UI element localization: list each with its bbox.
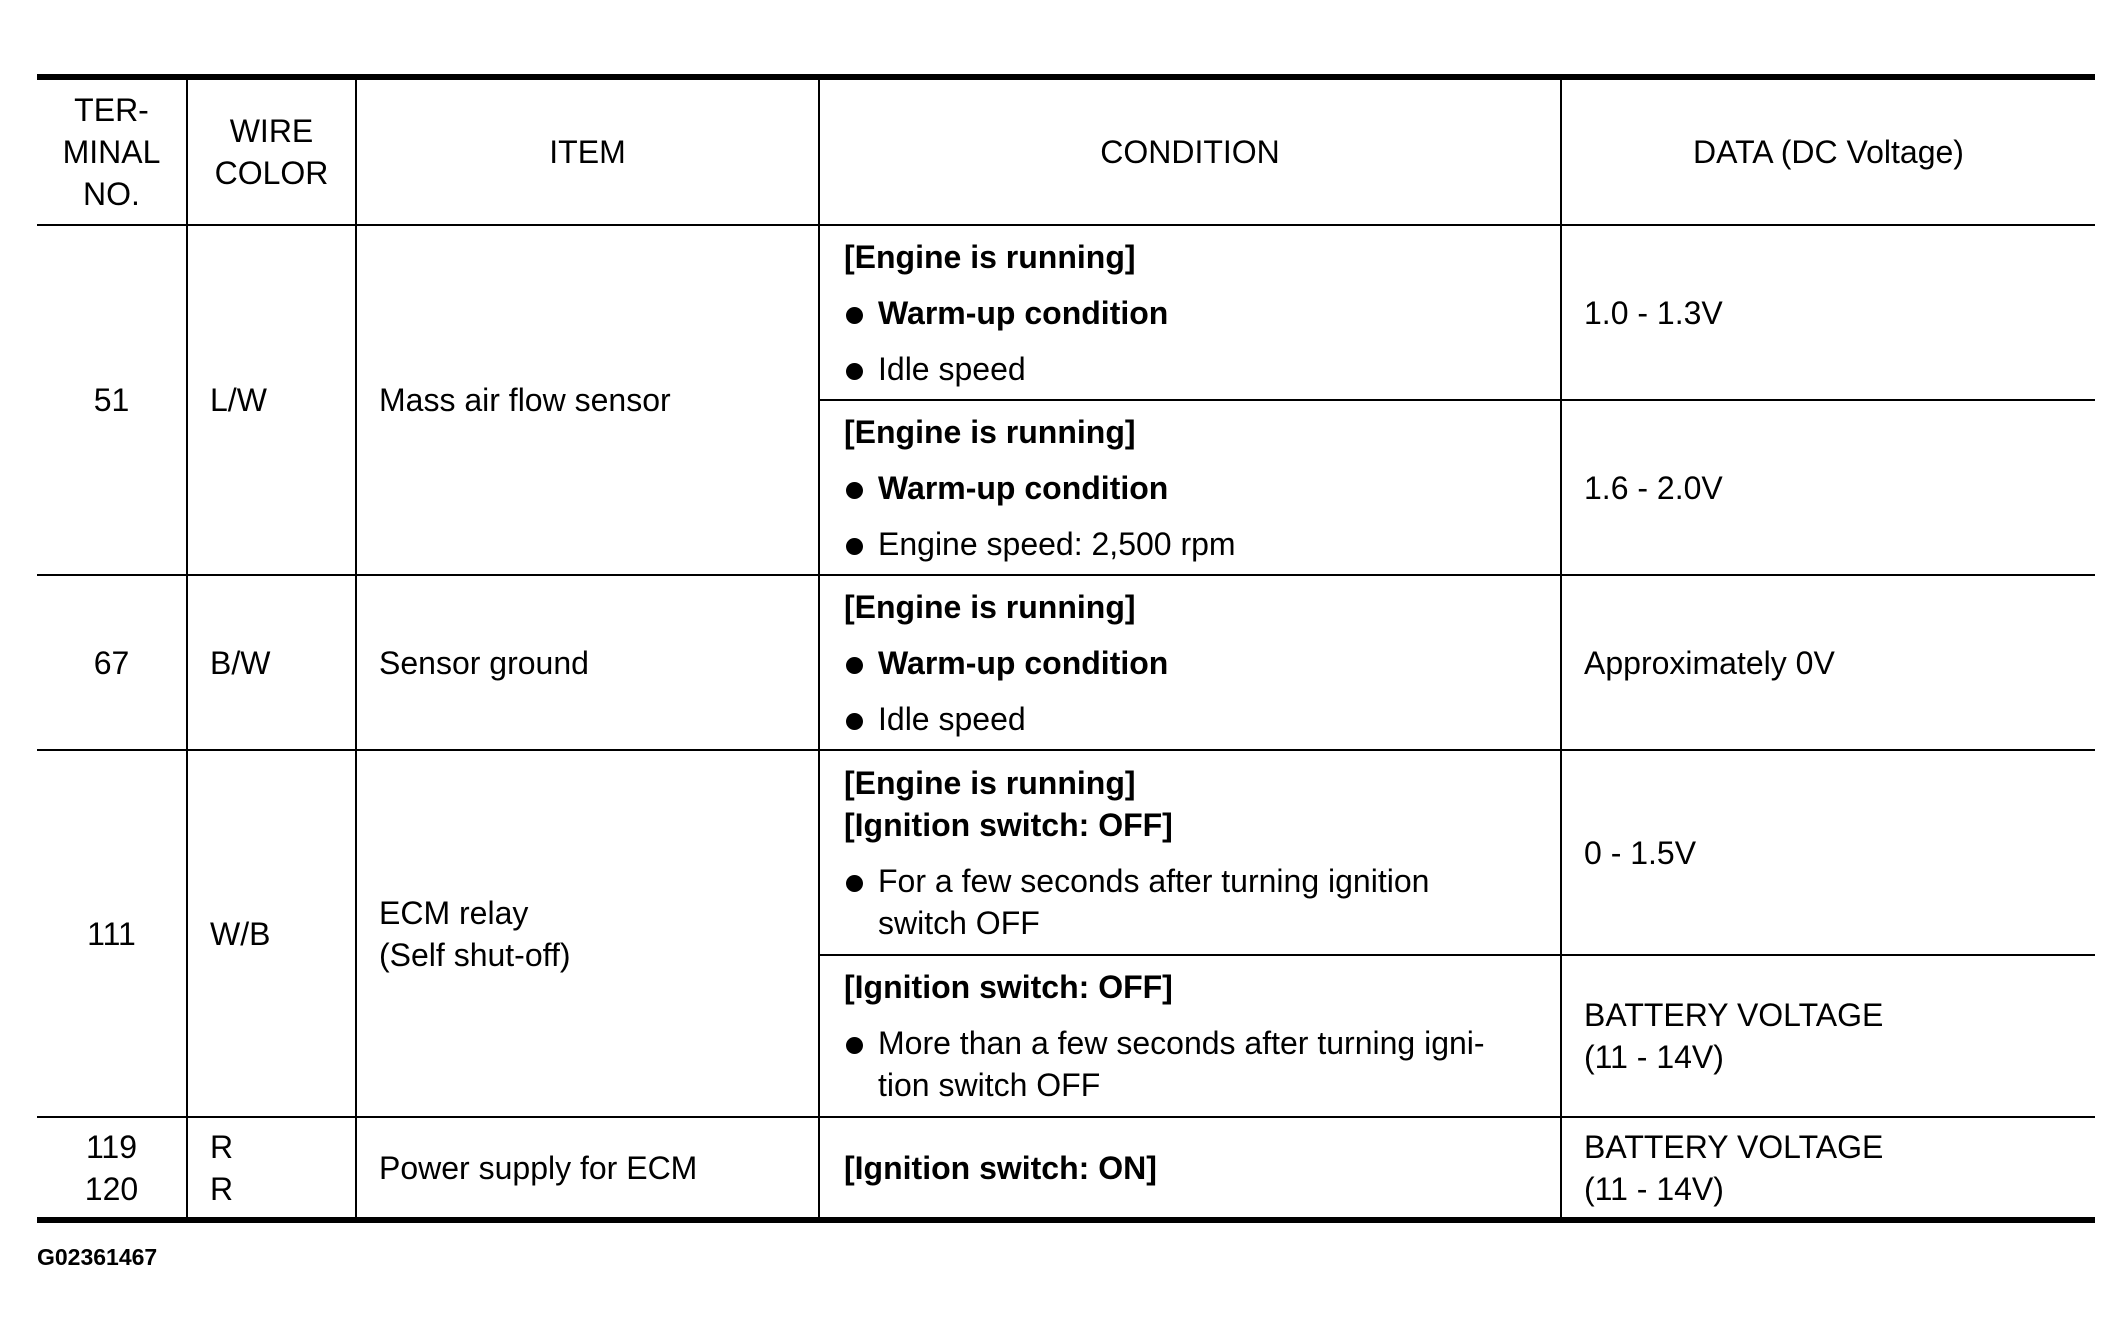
table-row [37, 225, 2095, 400]
condition-header: [Engine is running] [844, 413, 1136, 450]
condition-header: [Ignition switch: ON] [844, 1149, 1157, 1186]
terminal-reference-table [37, 74, 2095, 1223]
data-cell: 0 - 1.5V [1561, 750, 2095, 955]
condition-bullet-bold: Warm-up condition [844, 467, 1560, 509]
data-cell: BATTERY VOLTAGE (11 - 14V) [1561, 1117, 2095, 1220]
data-cell: 1.6 - 2.0V [1561, 400, 2095, 575]
terminal-no-cell: 51 [37, 225, 187, 575]
wire-color-cell: B/W [187, 575, 356, 750]
condition-bullet: More than a few seconds after turning igni- tion switch OFF [844, 1022, 1560, 1106]
header-condition: CONDITION [819, 77, 1561, 225]
item-cell: ECM relay (Self shut-off) [356, 750, 819, 1117]
document-id: G02361467 [37, 1244, 158, 1270]
table-header-row [37, 77, 2095, 225]
condition-bullet-bold: Warm-up condition [844, 292, 1560, 334]
table-row [37, 750, 2095, 955]
data-cell: BATTERY VOLTAGE (11 - 14V) [1561, 955, 2095, 1117]
wire-color-cell: W/B [187, 750, 356, 1117]
item-cell: Power supply for ECM [356, 1117, 819, 1220]
terminal-no-cell: 67 [37, 575, 187, 750]
terminal-no-cell: 111 [37, 750, 187, 1117]
condition-header: [Engine is running] [844, 764, 1136, 801]
wire-color-cell: R R [187, 1117, 356, 1220]
condition-bullet: For a few seconds after turning ignition switch OFF [844, 860, 1560, 944]
condition-cell [819, 750, 1561, 955]
header-wire-color: WIRE COLOR [187, 77, 356, 225]
wire-color-cell: L/W [187, 225, 356, 575]
condition-bullet-bold: Warm-up condition [844, 642, 1560, 684]
condition-cell [819, 575, 1561, 750]
terminal-no-cell: 119 120 [37, 1117, 187, 1220]
table-row [37, 575, 2095, 750]
condition-header: [Engine is running] [844, 588, 1136, 625]
condition-bullet: Idle speed [844, 698, 1560, 740]
condition-bullet: Engine speed: 2,500 rpm [844, 523, 1560, 565]
condition-cell [819, 1117, 1561, 1220]
header-data: DATA (DC Voltage) [1561, 77, 2095, 225]
data-cell: 1.0 - 1.3V [1561, 225, 2095, 400]
table-row [37, 1117, 2095, 1220]
item-cell: Mass air flow sensor [356, 225, 819, 575]
data-cell: Approximately 0V [1561, 575, 2095, 750]
condition-header: [Engine is running] [844, 238, 1136, 275]
condition-cell [819, 955, 1561, 1117]
header-terminal-no: TER- MINAL NO. [37, 77, 187, 225]
condition-cell [819, 400, 1561, 575]
header-item: ITEM [356, 77, 819, 225]
condition-header: [Ignition switch: OFF] [844, 969, 1173, 1005]
condition-cell [819, 225, 1561, 400]
condition-bullet: Idle speed [844, 348, 1560, 390]
item-cell: Sensor ground [356, 575, 819, 750]
condition-header: [Ignition switch: OFF] [844, 806, 1173, 843]
